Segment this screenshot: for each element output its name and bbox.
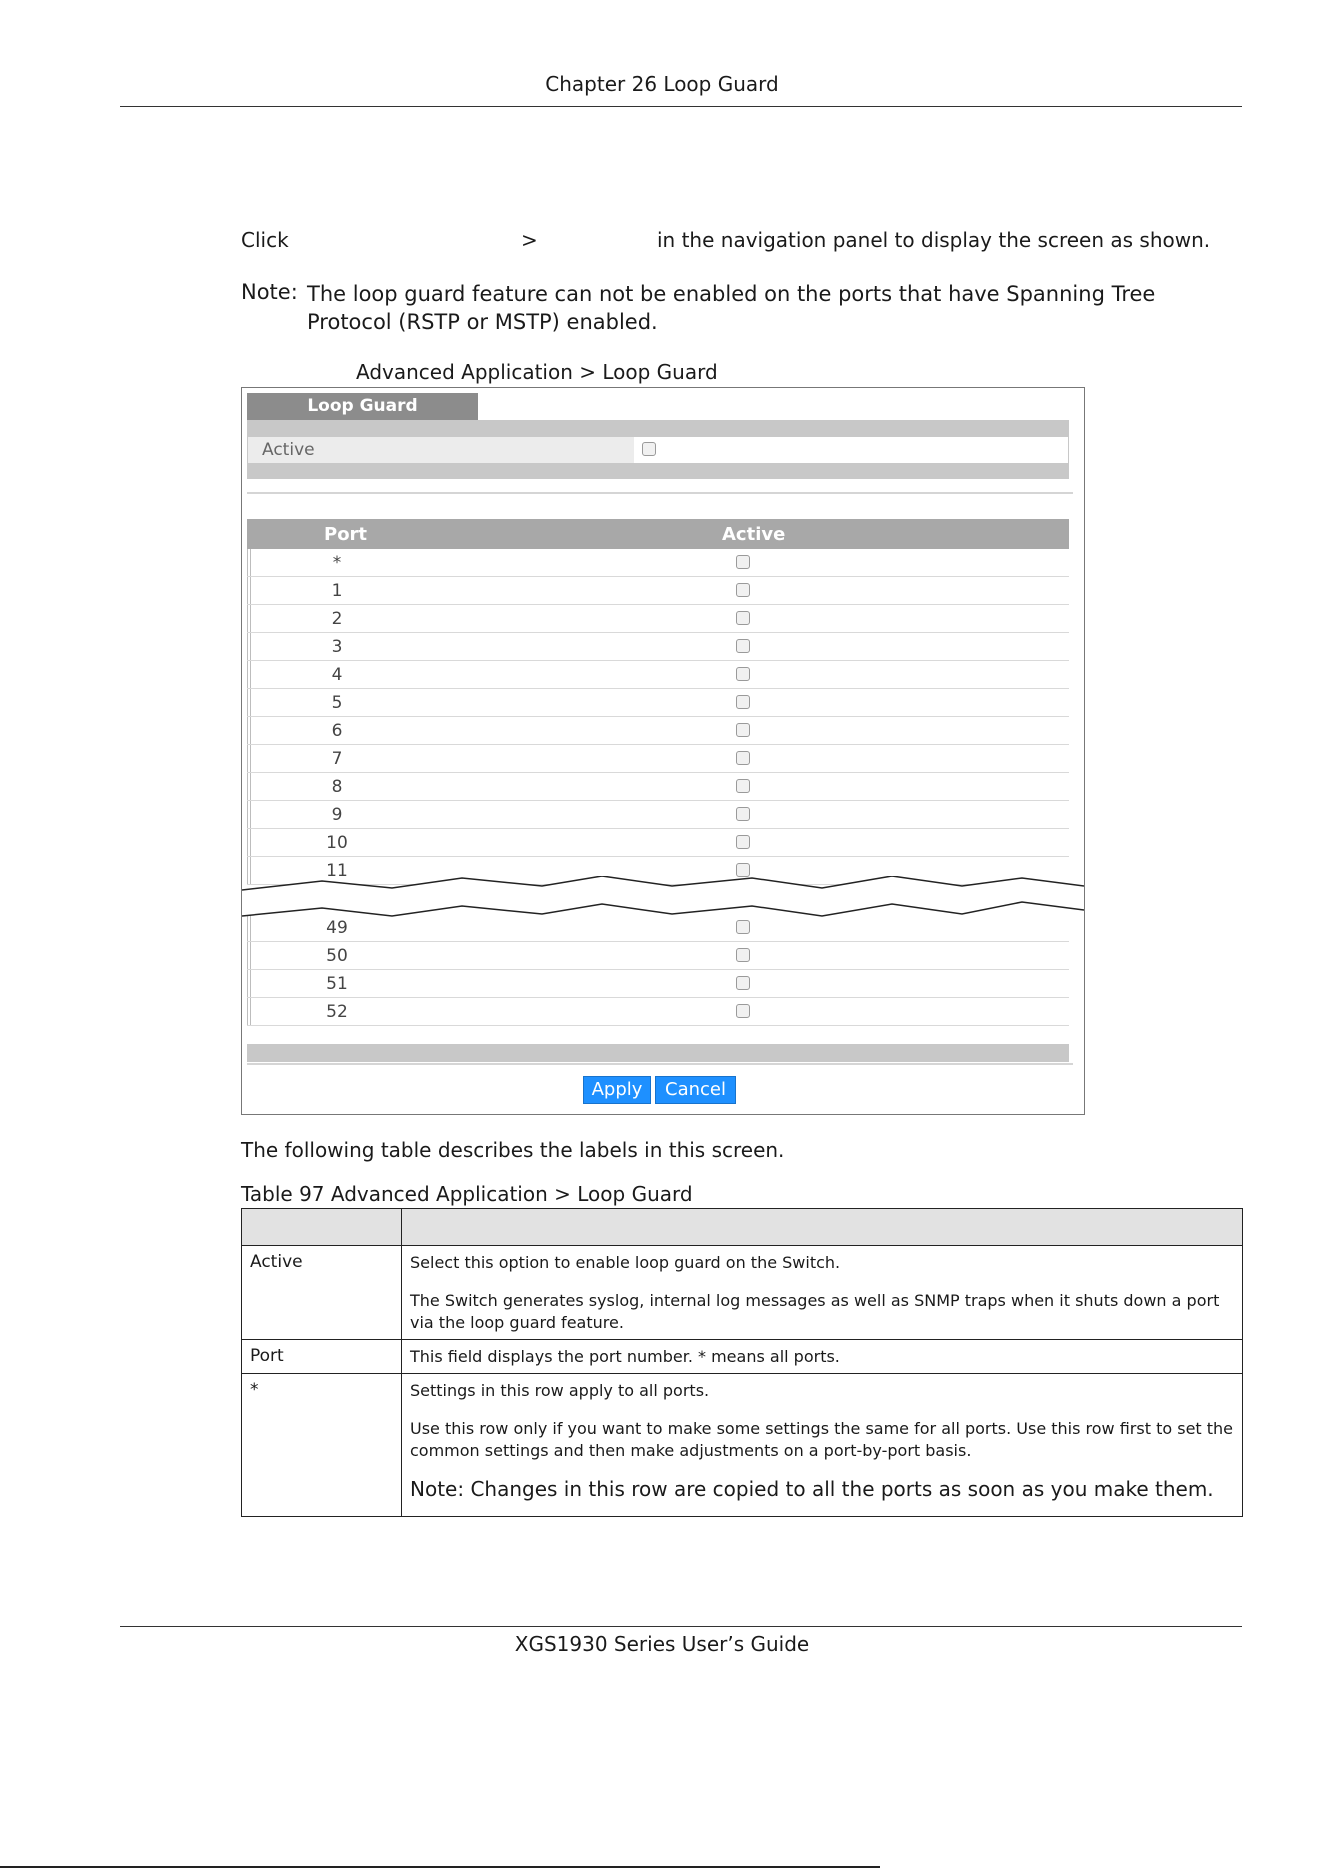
port-active-checkbox[interactable] [736,695,750,709]
table-caption: Table 97 Advanced Application > Loop Guard [241,1182,693,1206]
page-footer: XGS1930 Series User’s Guide [514,1632,810,1656]
port-active-checkbox[interactable] [736,555,750,569]
row-label: Active [250,1252,303,1272]
row-edge [247,633,251,660]
port-row [247,661,1069,689]
row-label: Port [250,1346,284,1366]
note-text: The loop guard feature can not be enabled on the ports that have Spanning Tree Protocol (RSTP or MSTP) enabled. [307,282,1156,334]
port-row [247,829,1069,857]
table-break-mark [242,876,1084,946]
section-band [247,464,1069,479]
port-table [247,519,1069,1064]
row-edge [247,689,251,716]
port-number: 51 [326,974,348,994]
column-divider [401,1340,402,1373]
row-edge [247,998,251,1025]
row-paragraph: The Switch generates syslog, internal log messages as well as SNMP traps when it shuts down a port via the loop guard feature. [410,1291,1220,1332]
section-band [247,420,1069,436]
row-edge [247,942,251,969]
row-edge [247,661,251,688]
row-edge [247,605,251,632]
active-label-cell [248,437,634,463]
row-label: * [250,1380,259,1400]
port-active-checkbox[interactable] [736,723,750,737]
intro-text: in the navigation panel to display the screen as shown. [657,228,1211,252]
port-number: 2 [331,609,343,629]
port-active-checkbox[interactable] [736,611,750,625]
port-row [247,549,1069,577]
intro-separator: > [521,228,538,252]
port-number: 49 [326,918,348,938]
table-row [241,1374,1243,1517]
port-number: 5 [331,693,343,713]
table-row [241,1246,1243,1340]
active-row [247,436,1069,464]
column-divider [401,1209,402,1247]
row-edge [247,970,251,997]
header-rule [120,106,1242,107]
port-row [247,970,1069,998]
figure-caption: Advanced Application > Loop Guard [356,360,718,384]
cancel-button[interactable]: Cancel [655,1076,736,1104]
port-active-checkbox[interactable] [736,751,750,765]
port-table-header [247,519,1069,549]
port-number: 4 [331,665,343,685]
row-edge [247,717,251,744]
port-row [247,577,1069,605]
port-column-header: Port [324,524,368,545]
port-row [247,745,1069,773]
port-row [247,605,1069,633]
bottom-edge-rule [0,1866,880,1868]
active-column-header: Active [722,524,786,545]
port-number: 1 [331,581,343,601]
row-description [410,1380,1235,1516]
port-active-checkbox[interactable] [736,779,750,793]
separator [247,492,1073,494]
port-active-checkbox[interactable] [736,667,750,681]
port-number: 8 [331,777,343,797]
active-label: Active [262,440,315,460]
description-table [241,1208,1243,1517]
port-active-checkbox[interactable] [736,835,750,849]
port-active-checkbox[interactable] [736,863,750,877]
row-description [410,1252,1235,1350]
port-row [247,998,1069,1026]
port-row [247,773,1069,801]
port-number: 10 [326,833,348,853]
port-number: 11 [326,861,348,881]
row-edge [247,577,251,604]
footer-rule [120,1626,1242,1627]
port-number: 3 [331,637,343,657]
loop-guard-screen [241,387,1085,1115]
row-note: Note: Changes in this row are copied to all the ports as soon as you make them. [410,1477,1214,1501]
section-band [247,1044,1069,1062]
port-row [247,689,1069,717]
intro-click: Click [241,228,289,252]
port-number: 52 [326,1002,348,1022]
port-row [247,801,1069,829]
row-edge [247,801,251,828]
port-active-checkbox[interactable] [736,1004,750,1018]
port-number: * [332,553,342,573]
row-paragraph: This field displays the port number. * means all ports. [410,1347,840,1366]
table-row [241,1340,1243,1374]
row-edge [247,549,251,576]
note-label: Note: [241,280,298,304]
port-active-checkbox[interactable] [736,976,750,990]
port-row [247,942,1069,970]
port-active-checkbox[interactable] [736,583,750,597]
port-active-checkbox[interactable] [736,807,750,821]
active-checkbox[interactable] [642,442,656,456]
port-number: 7 [331,749,343,769]
port-active-checkbox[interactable] [736,948,750,962]
break-fill [242,876,1084,916]
port-row [247,633,1069,661]
port-active-checkbox[interactable] [736,639,750,653]
apply-button[interactable]: Apply [583,1076,651,1104]
row-edge [247,773,251,800]
row-edge [247,829,251,856]
column-divider [401,1246,402,1339]
separator [247,1063,1073,1065]
row-paragraph: Select this option to enable loop guard on the Switch. [410,1253,841,1272]
description-table-header [241,1208,1243,1246]
page-header: Chapter 26 Loop Guard [545,72,779,96]
port-row [247,717,1069,745]
row-edge [247,745,251,772]
port-number: 6 [331,721,343,741]
port-number: 9 [331,805,343,825]
row-paragraph: Settings in this row apply to all ports. [410,1381,710,1400]
table-intro: The following table describes the labels in this screen. [241,1138,785,1162]
loop-guard-tab[interactable]: Loop Guard [247,393,478,420]
port-number: 50 [326,946,348,966]
row-paragraph: Use this row only if you want to make some settings the same for all ports. Use this row first to set the common settings and then make adjustments on a port-by-port basis. [410,1419,1234,1460]
column-divider [401,1374,402,1516]
